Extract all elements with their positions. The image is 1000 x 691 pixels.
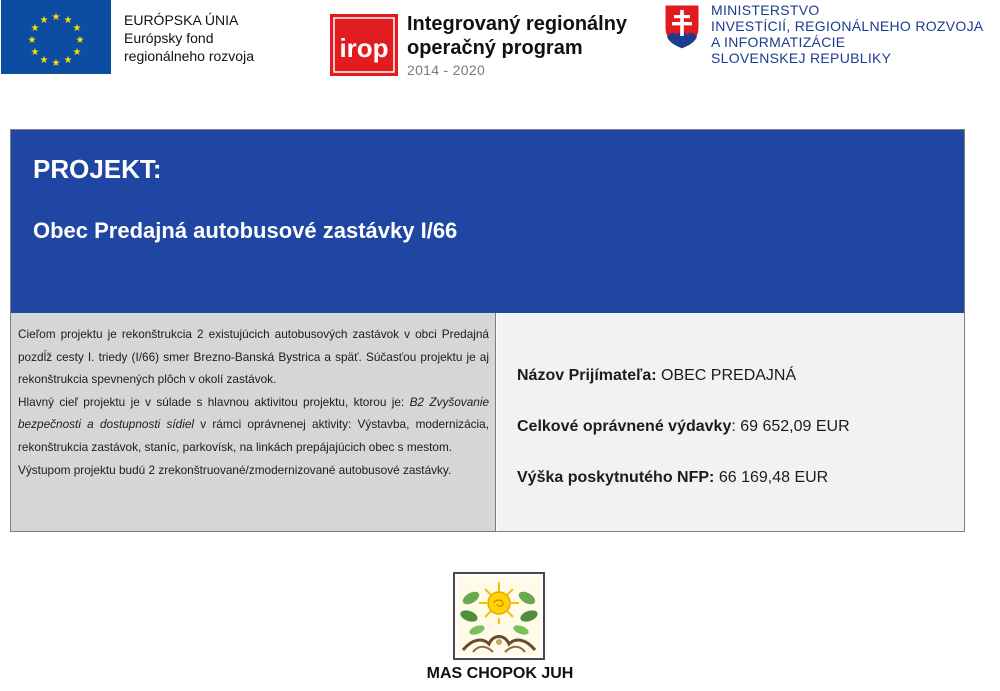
description-activity: B2 Zvyšovanie bezpečnosti a dostupnosti sídiel (18, 394, 490, 432)
irop-title-line-1: Integrovaný regionálny (407, 13, 628, 35)
svg-text:★: ★ (51, 58, 61, 69)
irop-title (407, 12, 627, 60)
expenses-line (517, 418, 850, 436)
expenses-value: : 69 652,09 EUR (731, 418, 850, 435)
project-panel (10, 129, 965, 532)
svg-text:★: ★ (72, 47, 82, 58)
eu-line-3: regionálneho rozvoja (124, 48, 254, 64)
description-main-goal (18, 391, 489, 459)
irop-years: 2014 - 2020 (407, 62, 486, 78)
ministry-line-1: MINISTERSTVO (711, 2, 820, 18)
svg-text:irop: irop (339, 33, 389, 63)
eu-line-1: EURÓPSKA ÚNIA (124, 12, 239, 28)
mas-name: MAS CHOPOK JUH (426, 665, 574, 682)
svg-text:★: ★ (72, 23, 82, 34)
irop-logo-icon (330, 14, 398, 76)
project-info (497, 313, 964, 531)
svg-text:★: ★ (30, 47, 40, 58)
svg-text:★: ★ (27, 35, 37, 46)
project-description (11, 313, 496, 531)
svg-text:★: ★ (63, 55, 73, 66)
nfp-value: 66 169,48 EUR (718, 469, 829, 486)
description-main-goal-end: v rámci oprávnenej aktivity: Výstavba, modernizácia, rekonštrukcia zastávok, staníc, parkovísk, na linkách prepájajúcich obec s mestom. (18, 417, 490, 454)
eu-flag-icon (1, 0, 111, 74)
ministry-line-2: INVESTÍCIÍ, REGIONÁLNEHO ROZVOJA (711, 18, 984, 34)
svg-text:★: ★ (51, 12, 61, 23)
ministry-line-4: SLOVENSKEJ REPUBLIKY (711, 50, 892, 66)
description-output: Výstupom projektu budú 2 zrekonštruované/zmodernizované autobusové zastávky. (18, 462, 452, 477)
svg-text:★: ★ (39, 55, 49, 66)
svg-text:★: ★ (39, 15, 49, 26)
project-header (11, 130, 964, 313)
svg-text:★: ★ (75, 35, 85, 46)
project-title: Obec Predajná autobusové zastávky I/66 (33, 218, 458, 243)
description-goal: Cieľom projektu je rekonštrukcia 2 existujúcich autobusových zastávok v obci Predajná pozdĺž cesty I. triedy (I/66) smer Brezno-Banská Bystrica a späť. Súčasťou projektu je aj rekonštrukcia spevnených plôch v okolí zastávok. (18, 327, 489, 387)
svg-text:★: ★ (63, 15, 73, 26)
project-label: PROJEKT: (33, 154, 162, 184)
mas-chopok-juh-logo-icon (453, 572, 545, 660)
description-main-goal-start: Hlavný cieľ projektu je v súlade s hlavnou aktivitou projektu, ktorou je: (18, 394, 410, 409)
eu-line-2: Európsky fond (124, 30, 214, 46)
expenses-label: Celkové oprávnené výdavky (517, 418, 732, 435)
recipient-line (517, 367, 796, 385)
irop-title-line-2: operačný program (407, 37, 583, 59)
ministry-line-3: A INFORMATIZÁCIE (711, 34, 846, 50)
nfp-line (517, 469, 828, 487)
nfp-label: Výška poskytnutého NFP: (517, 469, 715, 486)
recipient-value: OBEC PREDAJNÁ (661, 367, 797, 384)
recipient-label: Názov Prijímateľa: (517, 367, 657, 384)
slovak-crest-icon (664, 4, 700, 50)
eu-fund-text (124, 11, 254, 65)
ministry-text (711, 2, 984, 66)
svg-text:★: ★ (30, 23, 40, 34)
